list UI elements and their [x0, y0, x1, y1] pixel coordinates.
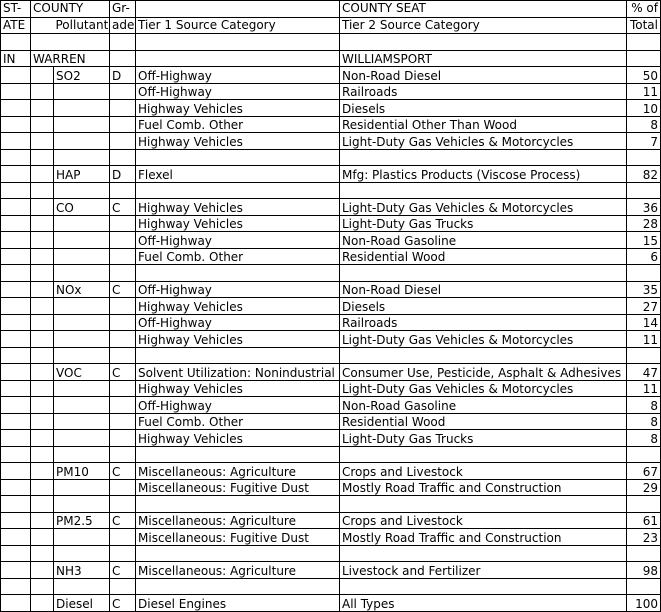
pct-cell: 36 [627, 199, 661, 216]
grade-cell: C [110, 199, 136, 216]
pct-cell [627, 496, 661, 513]
table-row [1, 562, 661, 579]
header-county-seat: COUNTY SEAT [340, 1, 627, 18]
tier2-cell: Light-Duty Gas Vehicles & Motorcycles [340, 380, 627, 397]
tier2-cell: Light-Duty Gas Vehicles & Motorcycles [340, 331, 627, 348]
pct-cell: 35 [627, 281, 661, 298]
table-row [1, 298, 661, 315]
county-seat-name: WILLIAMSPORT [340, 50, 627, 67]
tier2-cell: Diesels [340, 100, 627, 117]
pollutant-cell [54, 347, 110, 364]
pollutant-cell: NH3 [54, 562, 110, 579]
grade-cell [110, 397, 136, 414]
pct-cell: 61 [627, 512, 661, 529]
table-row [1, 182, 661, 199]
grade-cell: C [110, 463, 136, 480]
pollutant-cell [54, 149, 110, 166]
tier2-cell: Railroads [340, 83, 627, 100]
pct-cell: 82 [627, 166, 661, 183]
pct-cell: 7 [627, 133, 661, 150]
pollutant-cell [54, 446, 110, 463]
state-code: IN [1, 50, 31, 67]
pct-cell: 67 [627, 463, 661, 480]
pollutant-cell [54, 529, 110, 546]
pct-cell: 47 [627, 364, 661, 381]
location-row [1, 50, 661, 67]
tier1-cell: Highway Vehicles [136, 215, 340, 232]
tier1-cell [136, 545, 340, 562]
grade-cell [110, 430, 136, 447]
grade-cell: D [110, 166, 136, 183]
pct-cell: 8 [627, 397, 661, 414]
tier1-cell: Highway Vehicles [136, 199, 340, 216]
grade-cell [110, 215, 136, 232]
county-name: WARREN [31, 50, 110, 67]
tier2-cell: Railroads [340, 314, 627, 331]
header-tier1 [136, 1, 340, 18]
header-county-blank [31, 17, 54, 34]
table-row [1, 67, 661, 84]
pollutant-cell [54, 265, 110, 282]
tier1-cell: Off-Highway [136, 83, 340, 100]
table-row [1, 314, 661, 331]
grade-cell [110, 496, 136, 513]
table-row [1, 215, 661, 232]
tier1-cell: Off-Highway [136, 232, 340, 249]
tier2-cell: Light-Duty Gas Trucks [340, 430, 627, 447]
pct-cell: 6 [627, 248, 661, 265]
tier2-cell: Non-Road Diesel [340, 67, 627, 84]
grade-cell [110, 100, 136, 117]
grade-cell: C [110, 364, 136, 381]
pollutant-cell: NOx [54, 281, 110, 298]
tier1-cell: Miscellaneous: Fugitive Dust [136, 479, 340, 496]
grade-cell [110, 133, 136, 150]
grade-cell: C [110, 512, 136, 529]
pollutant-cell [54, 100, 110, 117]
table-row [1, 248, 661, 265]
grade-cell [110, 347, 136, 364]
pct-cell: 98 [627, 562, 661, 579]
pollutant-cell [54, 430, 110, 447]
grade-cell [110, 380, 136, 397]
table-row [1, 397, 661, 414]
tier1-cell: Miscellaneous: Agriculture [136, 562, 340, 579]
table-row [1, 380, 661, 397]
header-pollutant: Pollutant [55, 17, 109, 32]
grade-cell [110, 265, 136, 282]
grade-cell: C [110, 281, 136, 298]
grade-cell: C [110, 562, 136, 579]
pollutant-cell: VOC [54, 364, 110, 381]
table-row [1, 430, 661, 447]
header-grade: Gr- [110, 1, 136, 18]
tier1-cell: Miscellaneous: Fugitive Dust [136, 529, 340, 546]
tier2-cell [340, 265, 627, 282]
tier1-cell: Highway Vehicles [136, 100, 340, 117]
pollutant-cell [54, 479, 110, 496]
grade-cell [110, 529, 136, 546]
pollutant-cell [54, 116, 110, 133]
tier2-cell: Non-Road Gasoline [340, 232, 627, 249]
header-state: ST- [1, 1, 31, 18]
pct-cell: 11 [627, 380, 661, 397]
tier1-cell: Off-Highway [136, 397, 340, 414]
pct-cell: 23 [627, 529, 661, 546]
pct-cell [627, 182, 661, 199]
tier2-cell: Residential Wood [340, 413, 627, 430]
pollutant-cell [54, 182, 110, 199]
pollutant-cell [54, 314, 110, 331]
tier1-cell [136, 496, 340, 513]
tier2-cell: Light-Duty Gas Trucks [340, 215, 627, 232]
table-row [1, 595, 661, 612]
tier1-cell: Off-Highway [136, 67, 340, 84]
grade-cell [110, 182, 136, 199]
tier2-cell: Non-Road Gasoline [340, 397, 627, 414]
pollutant-cell [54, 331, 110, 348]
tier2-cell [340, 578, 627, 595]
table-row [1, 364, 661, 381]
table-row [1, 83, 661, 100]
table-row [1, 463, 661, 480]
pollutant-cell: PM2.5 [54, 512, 110, 529]
table-row [1, 413, 661, 430]
header-state-cont: ATE [1, 17, 31, 34]
tier2-cell: All Types [340, 595, 627, 612]
table-row [1, 479, 661, 496]
pct-cell: 11 [627, 83, 661, 100]
pct-cell: 27 [627, 298, 661, 315]
grade-cell [110, 578, 136, 595]
tier2-cell: Diesels [340, 298, 627, 315]
tier2-cell: Light-Duty Gas Vehicles & Motorcycles [340, 133, 627, 150]
table-row [1, 149, 661, 166]
table-row [1, 496, 661, 513]
spacer-row [1, 34, 661, 51]
pct-cell: 8 [627, 116, 661, 133]
table-row [1, 199, 661, 216]
tier1-cell: Highway Vehicles [136, 430, 340, 447]
header-row-1 [1, 1, 661, 18]
tier1-cell [136, 578, 340, 595]
pollutant-cell: HAP [54, 166, 110, 183]
table-row [1, 116, 661, 133]
tier2-cell: Mostly Road Traffic and Construction [340, 529, 627, 546]
grade-cell [110, 149, 136, 166]
tier2-cell: Mostly Road Traffic and Construction [340, 479, 627, 496]
table-row [1, 281, 661, 298]
header-tier2-label: Tier 2 Source Category [340, 17, 627, 34]
pct-cell: 8 [627, 430, 661, 447]
table-row [1, 578, 661, 595]
tier2-cell: Light-Duty Gas Vehicles & Motorcycles [340, 199, 627, 216]
table-row [1, 133, 661, 150]
pollutant-cell: CO [54, 199, 110, 216]
pct-cell: 11 [627, 331, 661, 348]
tier1-cell: Solvent Utilization: Nonindustrial [136, 364, 340, 381]
tier1-cell: Fuel Comb. Other [136, 413, 340, 430]
pollutant-cell [54, 215, 110, 232]
table-row [1, 545, 661, 562]
header-total: Total [627, 17, 661, 34]
pollutant-cell [54, 133, 110, 150]
grade-cell: D [110, 67, 136, 84]
grade-cell: C [110, 595, 136, 612]
pollutant-cell [54, 83, 110, 100]
table-row [1, 166, 661, 183]
pollutant-cell [54, 232, 110, 249]
grade-cell [110, 314, 136, 331]
grade-cell [110, 298, 136, 315]
tier1-cell [136, 347, 340, 364]
tier2-cell: Non-Road Diesel [340, 281, 627, 298]
tier2-cell: Livestock and Fertilizer [340, 562, 627, 579]
pollutant-cell [54, 380, 110, 397]
tier1-cell: Highway Vehicles [136, 380, 340, 397]
pct-cell: 50 [627, 67, 661, 84]
tier1-cell [136, 446, 340, 463]
pollutant-cell: PM10 [54, 463, 110, 480]
grade-cell [110, 232, 136, 249]
grade-cell [110, 83, 136, 100]
tier1-cell: Highway Vehicles [136, 298, 340, 315]
table-row [1, 446, 661, 463]
pollutant-cell [54, 496, 110, 513]
table-row [1, 347, 661, 364]
table-row [1, 100, 661, 117]
pollutant-cell [54, 248, 110, 265]
tier2-cell: Consumer Use, Pesticide, Asphalt & Adhesives [340, 364, 627, 381]
tier1-cell: Highway Vehicles [136, 331, 340, 348]
tier1-cell: Miscellaneous: Agriculture [136, 512, 340, 529]
grade-cell [110, 248, 136, 265]
grade-cell [110, 446, 136, 463]
pollutant-cell [54, 397, 110, 414]
header-row-2 [1, 17, 661, 34]
tier1-cell [136, 149, 340, 166]
pollutant-cell: SO2 [54, 67, 110, 84]
tier1-cell: Flexel [136, 166, 340, 183]
grade-cell [110, 413, 136, 430]
pct-cell [627, 545, 661, 562]
tier2-cell: Crops and Livestock [340, 512, 627, 529]
grade-cell [110, 479, 136, 496]
pct-cell [627, 347, 661, 364]
tier2-cell: Crops and Livestock [340, 463, 627, 480]
pct-cell: 29 [627, 479, 661, 496]
tier2-cell: Residential Wood [340, 248, 627, 265]
tier2-cell: Residential Other Than Wood [340, 116, 627, 133]
tier1-cell: Highway Vehicles [136, 133, 340, 150]
pct-cell: 100 [627, 595, 661, 612]
pct-cell: 28 [627, 215, 661, 232]
tier1-cell: Fuel Comb. Other [136, 116, 340, 133]
header-grade-cont: ade [110, 17, 136, 34]
table-row [1, 331, 661, 348]
pct-cell [627, 578, 661, 595]
tier1-cell: Off-Highway [136, 281, 340, 298]
table-row [1, 529, 661, 546]
grade-cell [110, 116, 136, 133]
table-row [1, 265, 661, 282]
tier1-cell: Fuel Comb. Other [136, 248, 340, 265]
header-pct: % of [627, 1, 661, 18]
pct-cell: 15 [627, 232, 661, 249]
tier2-cell: Mfg: Plastics Products (Viscose Process) [340, 166, 627, 183]
tier2-cell [340, 545, 627, 562]
header-tier1-label: Tier 1 Source Category [136, 17, 340, 34]
tier2-cell [340, 446, 627, 463]
tier2-cell [340, 347, 627, 364]
tier2-cell [340, 496, 627, 513]
pct-cell: 14 [627, 314, 661, 331]
pct-cell: 10 [627, 100, 661, 117]
tier1-cell: Diesel Engines [136, 595, 340, 612]
tier1-cell: Off-Highway [136, 314, 340, 331]
pct-cell [627, 149, 661, 166]
table-row [1, 512, 661, 529]
pollutant-cell [54, 298, 110, 315]
tier1-cell: Miscellaneous: Agriculture [136, 463, 340, 480]
header-county: COUNTY [31, 1, 110, 18]
pct-cell: 8 [627, 413, 661, 430]
pollutant-cell: Diesel [54, 595, 110, 612]
grade-cell [110, 545, 136, 562]
grade-cell [110, 331, 136, 348]
tier2-cell [340, 182, 627, 199]
tier1-cell [136, 265, 340, 282]
pct-cell [627, 446, 661, 463]
pct-cell [627, 265, 661, 282]
pollutant-cell [54, 413, 110, 430]
pollutant-cell [54, 545, 110, 562]
tier1-cell [136, 182, 340, 199]
tier2-cell [340, 149, 627, 166]
pollutant-cell [54, 578, 110, 595]
table-row [1, 232, 661, 249]
